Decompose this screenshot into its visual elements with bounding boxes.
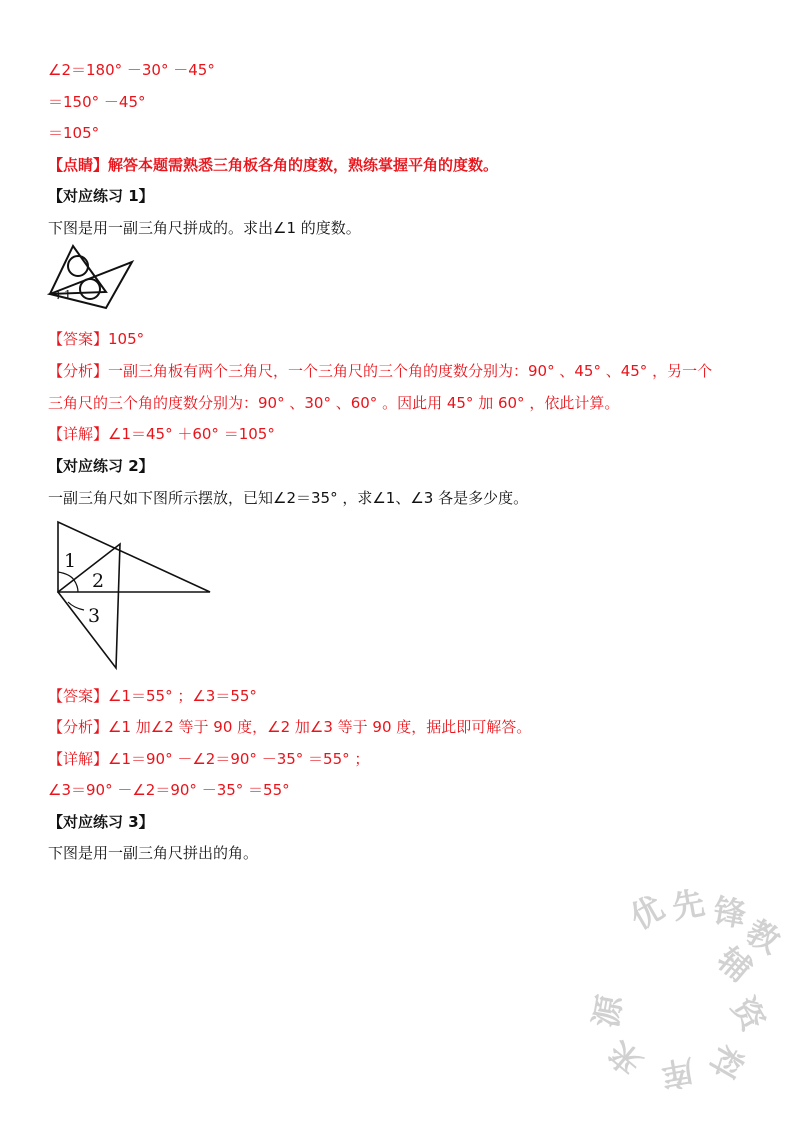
figure-1-triangles xyxy=(46,244,138,310)
exercise-2-question: 一副三角尺如下图所示摆放，已知∠2＝35° ，求∠1、∠3 各是多少度。 xyxy=(48,489,529,507)
figure-2-label-2: 2 xyxy=(92,570,105,592)
figure-1-angle-label: 1 xyxy=(64,288,72,302)
watermark-char: 源 xyxy=(586,992,630,1031)
watermark-char: 锋 xyxy=(710,891,749,935)
exercise-3-question: 下图是用一副三角尺拼出的角。 xyxy=(48,844,259,862)
exercise-1-detail: 【详解】∠1＝45° ＋60° ＝105° xyxy=(48,425,275,443)
exercise-2-answer: 【答案】∠1＝55° ；∠3＝55° xyxy=(48,687,257,705)
calc-line-1: ∠2＝180° －30° －45° xyxy=(48,61,215,79)
exercise-1-analysis-2: 三角尺的三个角的度数分别为：90° 、30° 、60° 。因此用 45° 加 60° ，依此计算。 xyxy=(48,394,620,412)
exercise-1-question: 下图是用一副三角尺拼成的。求出∠1 的度数。 xyxy=(48,219,361,237)
watermark-char: 来 xyxy=(600,1032,650,1083)
figure-2-arc-1 xyxy=(58,572,74,580)
watermark-char: 优 xyxy=(623,888,671,938)
figure-1-hole-a xyxy=(68,256,88,276)
figure-2-arc-2 xyxy=(74,580,78,592)
figure-2-triangles xyxy=(52,516,214,672)
watermark-char: 料 xyxy=(701,1038,751,1086)
exercise-2-analysis: 【分析】∠1 加∠2 等于 90 度，∠2 加∠3 等于 90 度，据此即可解答。 xyxy=(48,718,532,736)
figure-1-triangle-a xyxy=(50,246,106,294)
watermark-char: 库 xyxy=(658,1051,697,1095)
figure-2-label-1: 1 xyxy=(64,550,77,572)
exercise-3-heading: 【对应练习 3】 xyxy=(48,813,154,831)
calc-line-2: ＝150° －45° xyxy=(48,93,146,111)
figure-1-hole-b xyxy=(80,279,100,299)
exercise-2-heading: 【对应练习 2】 xyxy=(48,457,154,475)
watermark-char: 教 xyxy=(739,912,787,962)
figure-2-triangle-a xyxy=(58,522,210,592)
figure-2-label-3: 3 xyxy=(88,605,101,627)
comment-line: 【点睛】解答本题需熟悉三角板各角的度数，熟练掌握平角的度数。 xyxy=(48,156,499,174)
watermark-char: 资 xyxy=(723,990,773,1038)
exercise-2-detail-2: ∠3＝90° －∠2＝90° －35° ＝55° xyxy=(48,781,290,799)
watermark-char: 先 xyxy=(669,883,708,927)
figure-1-angle-arc xyxy=(58,291,59,299)
exercise-1-analysis-1: 【分析】一副三角板有两个三角尺，一个三角尺的三个角的度数分别为：90° 、45° 、45° ，另一个 xyxy=(48,362,713,380)
calc-line-3: ＝105° xyxy=(48,124,100,142)
exercise-1-heading: 【对应练习 1】 xyxy=(48,187,154,205)
exercise-2-detail-1: 【详解】∠1＝90° －∠2＝90° －35° ＝55° ； xyxy=(48,750,370,768)
exercise-1-answer: 【答案】105° xyxy=(48,330,145,348)
watermark-char: 辅 xyxy=(710,939,760,990)
